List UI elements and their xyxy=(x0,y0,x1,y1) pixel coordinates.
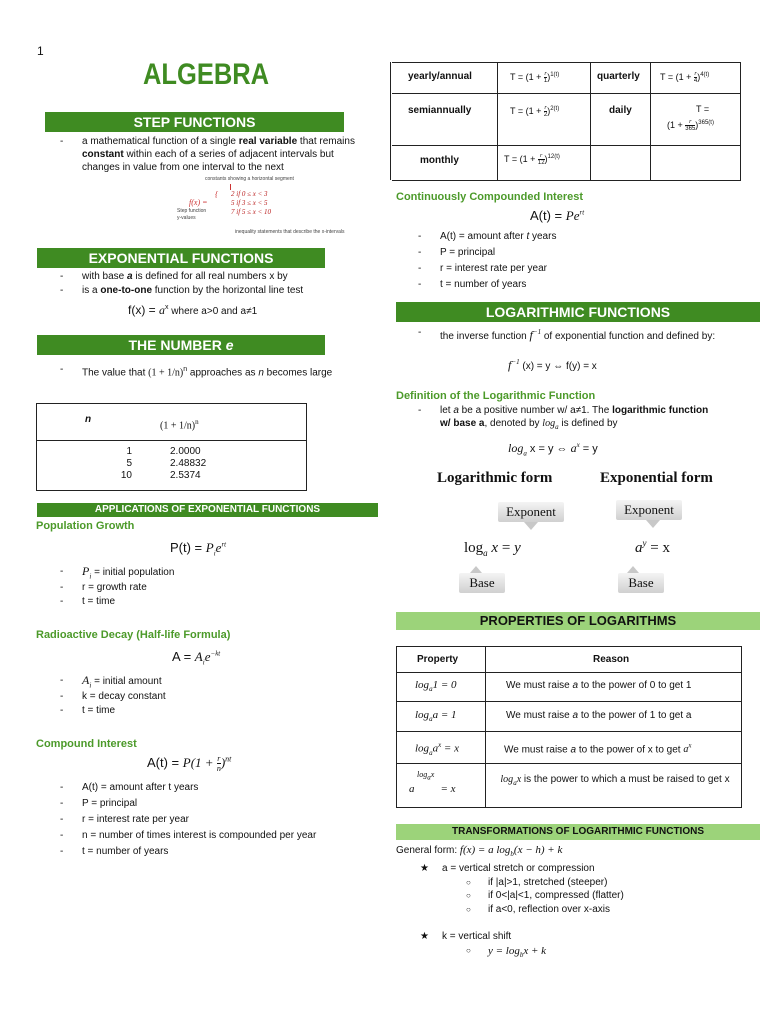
applications-header: APPLICATIONS OF EXPONENTIAL FUNCTIONS xyxy=(37,503,378,517)
step-bullet: - a mathematical function of a single real variable that remains constant within each of a series of adjacent intervals but changes in value from one interval to the next xyxy=(60,136,355,173)
exp-bullet-2: - is a one-to-one function by the horizontal line test xyxy=(60,285,304,296)
continuous-formula: $A(t) = Pe^{rt}$ xyxy=(530,208,585,223)
base-label: Base xyxy=(618,573,664,593)
property-cell: $\log_ax$ a = x xyxy=(409,770,456,795)
property-cell: $\log_a1 = 0$ xyxy=(415,679,457,694)
table-row: monthly T = (1 + $\frac{r}{12}$ )$^{12(t)}$ xyxy=(420,153,560,166)
table-row: yearly/annual T = (1 + $\frac{r}{1}$ )$^{1(t)}$ quarterly T = (1 + $\frac{r}{4}$ )$^{4(t)}$ xyxy=(408,71,710,84)
table-row: semiannually T = (1 + $\frac{r}{2}$ )$^{2(t)}$ daily T = (1 + $\frac{r}{365}$ )$^{365(t)}$ xyxy=(408,104,714,132)
properties-header: PROPERTIES OF LOGARITHMS xyxy=(396,612,760,630)
reason-cell: We must raise a to the power of 1 to get a xyxy=(506,710,692,721)
reason-cell: We must raise a to the power of 0 to get 1 xyxy=(506,680,692,691)
inverse-formula: $f^{-1}$ (x) = y ⇔ f(y) = x xyxy=(508,358,597,372)
table-cell: 5 xyxy=(126,458,132,469)
base-label: Base xyxy=(459,573,505,593)
page-title: ALGEBRA xyxy=(143,58,270,91)
log-definition-formula: $\log_a x = y$ ⇔ $a^x = y$ xyxy=(508,441,598,458)
transform-item-k: ★ k = vertical shift ○ $y = \log_bx + k$ xyxy=(420,931,547,960)
decay-formula: $A = A_ie^{-kt}$ xyxy=(172,649,221,667)
page-number: 1 xyxy=(37,44,44,58)
table-cell: 2.48832 xyxy=(170,458,207,469)
table-cell: 10 xyxy=(120,470,132,481)
radioactive-decay-title: Radioactive Decay (Half-life Formula) xyxy=(36,629,231,641)
column-divider xyxy=(390,62,391,180)
table-cell: 1 xyxy=(126,446,132,457)
log-definition-bullet: - let a be a positive number w/ a≠1. The logarithmic function w/ base a, denoted by $\log_a$ is defined by xyxy=(418,405,709,431)
population-growth-title: Population Growth xyxy=(36,520,135,532)
reason-cell: $\log_ax$ is the power to which a must be raised to get x xyxy=(500,774,730,787)
continuous-interest-title: Continuously Compounded Interest xyxy=(396,191,583,203)
exp-bullet-1: - with base a is defined for all real numbers x by xyxy=(60,271,288,282)
number-e-header: THE NUMBER e xyxy=(37,335,325,355)
step-fig-row: 2 if 0 ≤ x < 3 5 if 3 ≤ x < 5 7 if 5 ≤ x < 10 xyxy=(231,190,272,216)
logarithmic-functions-header: LOGARITHMIC FUNCTIONS xyxy=(396,302,760,322)
exponential-functions-header: EXPONENTIAL FUNCTIONS xyxy=(37,248,325,268)
compound-bullets: - A(t) = amount after t years - P = principal - r = interest rate per year - n = number of times interest is compounded per year - t = number of years xyxy=(60,782,317,857)
pop-bullets: - $P_i$ = initial population - r = growth rate - t = time xyxy=(60,564,175,607)
exp-formula: $f(x) = a^x$ where a>0 and a≠1 xyxy=(128,303,258,317)
step-functions-header: STEP FUNCTIONS xyxy=(45,112,344,132)
number-e-bullet: - The value that $(1 + 1/n)^n$ approaches as n becomes large xyxy=(60,364,333,379)
compound-formula: A(t) = P(1 + $\frac{r}{n}$ )$^{nt}$ xyxy=(147,754,232,773)
decay-bullets: - $A_i$ = initial amount - k = decay constant - t = time xyxy=(60,673,166,716)
number-e-table: n $(1 + 1/n)^n$ 1 5 10 2.0000 2.48832 2.5374 xyxy=(36,403,307,491)
transformations-header: TRANSFORMATIONS OF LOGARITHMIC FUNCTIONS xyxy=(396,824,760,840)
step-function-figure: constants showing a horizontal segment f(x) = { 2 if 0 ≤ x < 3 5 if 3 ≤ x < 5 7 if 5 ≤ x < 10 Step function y-values inequality statements that describe the x-intervals xyxy=(177,176,345,235)
log-bullet: - the inverse function $f^{-1}$ of exponential function and defined by: xyxy=(418,327,716,342)
transform-item-a: ★ a = vertical stretch or compression ○ if |a|>1, stretched (steeper) ○ if 0<|a|<1, compressed (flatter) ○ if a<0, reflection over x-axis xyxy=(420,863,624,915)
table-cell: 2.0000 xyxy=(170,446,201,457)
general-form: General form: f(x) = a $\log_b(x - h) + k$ xyxy=(396,844,563,859)
exponent-label: Exponent xyxy=(498,502,564,522)
log-definition-title: Definition of the Logarithmic Function xyxy=(396,390,596,402)
compound-interest-title: Compound Interest xyxy=(36,738,137,750)
property-cell: $\log_aa^x = x$ xyxy=(415,741,459,757)
reason-cell: We must raise a to the power of x to get $a^x$ xyxy=(504,742,692,756)
table-cell: 2.5374 xyxy=(170,470,201,481)
continuous-bullets: - A(t) = amount after t years - P = principal - r = interest rate per year - t = number of years xyxy=(418,231,557,290)
properties-table: Property Reason $\log_a1 = 0$ We must raise a to the power of 0 to get 1 $\log_aa = 1$ We must raise a to the power of 1 to get a $\log_aa^x = x$ We must raise a to the power of x to get $a^x$ $\log_ax$ a = x $\log_ax$ is the power to which a must be raised to get x xyxy=(396,646,742,808)
population-formula: $P(t) = P_ie^{rt}$ xyxy=(170,540,227,558)
compounding-table xyxy=(392,62,741,181)
log-exp-form-diagram: Logarithmic form Exponential form Exponent Exponent $\log_a x = y$ $a^y = x$ Base Base xyxy=(420,466,740,598)
exponent-label: Exponent xyxy=(616,500,682,520)
property-cell: $\log_aa = 1$ xyxy=(415,709,457,724)
